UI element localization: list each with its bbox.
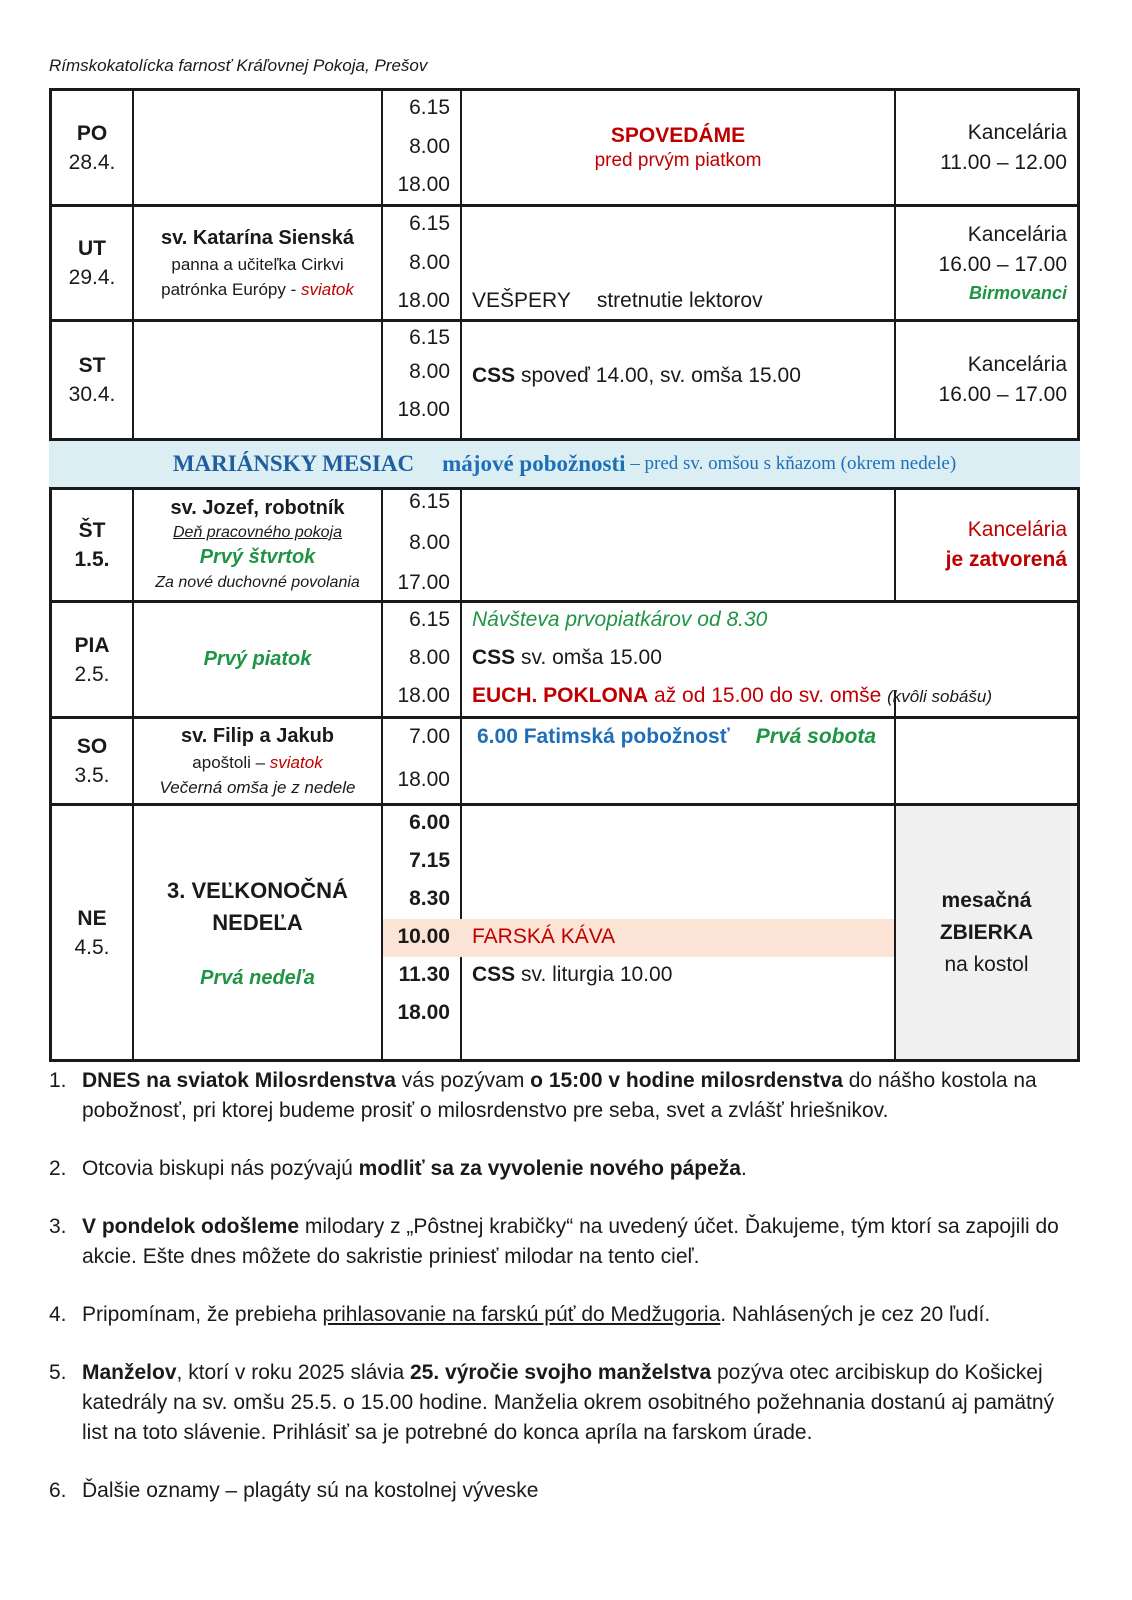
item-number: 1.: [49, 1069, 67, 1092]
feast-label: sviatok: [269, 752, 323, 772]
parish-header: Rímskokatolícka farnosť Kráľovnej Pokoja, Prešov: [49, 56, 428, 75]
css-details: sv. liturgia 10.00: [515, 963, 673, 986]
item-number: 3.: [49, 1215, 67, 1238]
mass-time: 18.00: [397, 398, 450, 421]
css-details: spoveď 14.00, sv. omša 15.00: [515, 364, 801, 387]
saint-cell: [134, 603, 381, 716]
mass-times: [383, 719, 460, 803]
day-name: ŠT: [78, 519, 106, 542]
item-text: Pripomínam, že prebieha: [82, 1303, 323, 1326]
office-cell: [896, 490, 1077, 600]
saint-name: sv. Katarína Sienská: [160, 227, 355, 249]
vocations-note: Za nové duchovné povolania: [155, 574, 360, 591]
announcement-item: [49, 1300, 1080, 1330]
saint-cell: [134, 490, 381, 600]
day-cell: [52, 91, 132, 204]
mass-time: 18.00: [397, 768, 450, 791]
css-label: CSS: [472, 963, 516, 986]
day-row-wednesday: [52, 322, 1077, 438]
mass-times: [383, 207, 460, 319]
day-cell: [52, 806, 132, 1059]
collection-monthly: mesačná: [941, 888, 1032, 912]
banner-title: MARIÁNSKY MESIAC: [172, 451, 415, 476]
confirmands-note: Birmovanci: [968, 283, 1067, 303]
item-text-bold: Manželov: [82, 1361, 177, 1384]
day-name: NE: [77, 906, 107, 930]
office-cell: [896, 207, 1077, 319]
day-row-tuesday: [52, 207, 1077, 319]
mass-times: [383, 322, 460, 438]
first-thursday: Prvý štvrtok: [199, 546, 316, 568]
day-row-friday: [52, 603, 1077, 716]
day-row-saturday: [52, 719, 1077, 803]
mass-time: 18.00: [397, 289, 450, 312]
item-text: pozýva otec arcibiskup do Košickej katedrály na sv. omšu 25.5. o 15.00 hodine. Manželia okrem osobitného požehnania dostanú aj pamätný list na toto slávenie. Prihlásiť sa je potrebné do konca apríla na farskom úrade.: [82, 1361, 1055, 1444]
day-name: UT: [78, 237, 106, 260]
mass-times: [383, 806, 460, 1059]
mass-time: 6.15: [409, 490, 450, 513]
office-label: Kancelária: [967, 353, 1067, 376]
collection-cell: [896, 806, 1077, 1059]
confession-title: SPOVEDÁME: [610, 123, 746, 147]
saint-title: panna a učiteľka Cirkvi: [171, 255, 344, 274]
item-number: 6.: [49, 1479, 67, 1502]
event-cell: [462, 806, 894, 1059]
css-mass: [472, 646, 662, 670]
mass-time: 8.00: [409, 531, 450, 554]
event-text: [472, 289, 763, 313]
mass-time: 8.00: [409, 646, 450, 669]
event-cell: [462, 91, 894, 204]
item-text: Ďalšie oznamy – plagáty sú na kostolnej vývеske: [82, 1479, 539, 1502]
event-cell: [462, 207, 894, 319]
css-label: CSS: [472, 364, 516, 387]
vespers: VEŠPERY: [472, 289, 571, 312]
office-label: Kancelária: [967, 223, 1067, 246]
day-row-thursday: [52, 490, 1077, 600]
day-date: 28.4.: [68, 150, 116, 174]
office-closed: je zatvorená: [945, 548, 1067, 571]
item-text-bold: DNES na sviatok Milosrdenstva: [82, 1069, 396, 1092]
saint-cell: [134, 719, 381, 803]
event-cell: [462, 719, 894, 803]
mass-time: 18.00: [397, 173, 450, 196]
event-cell: [462, 322, 894, 438]
item-number: 5.: [49, 1361, 67, 1384]
lector-meeting: stretnutie lektorov: [596, 289, 763, 312]
day-cell: [52, 603, 132, 716]
day-name: PIA: [74, 633, 110, 657]
item-text: do nášho kostola na pobožnosť, pri ktorej budeme prosiť o milosrdenstvo pre seba, svet a zvlášť hriešnikov.: [82, 1069, 1037, 1122]
item-text: milodary z „Pôstnej krabičky“ na uvedený účet. Ďakujeme, tým ktorí sa zapojili do akcie. Ešte dnes môžete do sakristie priniesť milodar na tento cieľ.: [82, 1215, 1059, 1268]
pilgrimage-link-text: prihlasovanie na farskú púť do Medžugoria: [322, 1303, 721, 1326]
mass-times: [383, 603, 460, 716]
event-text: [472, 364, 801, 388]
css-liturgy: [472, 963, 672, 987]
day-name: SO: [76, 735, 108, 758]
day-cell: [52, 207, 132, 319]
adoration: [472, 684, 992, 708]
mass-times: [383, 490, 460, 600]
first-friday: Prvý piatok: [203, 648, 312, 670]
schedule-table-week2: [49, 487, 1080, 1062]
adoration-label: EUCH. POKLONA: [472, 684, 649, 707]
item-text: Otcovia biskupi nás pozývajú: [82, 1157, 359, 1180]
item-text-bold: o 15:00 v hodine milosrdenstva: [530, 1069, 843, 1092]
mass-time: 6.15: [409, 96, 450, 119]
item-text-bold: modliť sa za vyvolenie nového pápeža: [358, 1157, 741, 1180]
announcements-list: [49, 1066, 1080, 1506]
mass-time: 18.00: [397, 684, 450, 707]
item-text-bold: V pondelok odošleme: [82, 1215, 300, 1238]
item-text: .: [741, 1157, 747, 1180]
day-cell: [52, 490, 132, 600]
holiday-note: Deň pracovného pokoja: [172, 524, 342, 541]
confession-note: pred prvým piatkom: [594, 149, 762, 171]
mass-time: 6.15: [409, 608, 450, 631]
office-hours: 16.00 – 17.00: [938, 383, 1067, 406]
day-date: 29.4.: [68, 266, 116, 289]
announcement-item: [49, 1358, 1080, 1448]
mass-time: 8.00: [409, 360, 450, 383]
day-date: 3.5.: [74, 764, 110, 787]
banner-note: – pred sv. omšou s kňazom (okrem nedele): [625, 453, 957, 474]
announcement-item: [49, 1154, 1080, 1184]
saint-name: sv. Jozef, robotník: [170, 497, 345, 519]
office-hours: 11.00 – 12.00: [940, 150, 1067, 174]
mass-time: 8.30: [409, 887, 450, 910]
day-date: 30.4.: [68, 383, 116, 406]
first-saturday: Prvá sobota: [755, 725, 877, 748]
banner-devotions: májové pobožnosti: [442, 451, 626, 476]
collection-label: ZBIERKA: [939, 920, 1034, 944]
day-date: 4.5.: [74, 935, 110, 959]
mass-time: 8.00: [409, 251, 450, 274]
announcement-item: [49, 1476, 1080, 1506]
mass-time: 8.00: [409, 135, 450, 158]
apostles-label: apoštoli –: [192, 752, 270, 772]
saint-name: sv. Filip a Jakub: [180, 724, 335, 747]
day-row-sunday: [52, 806, 1077, 1059]
item-number: 2.: [49, 1157, 67, 1180]
marian-month-banner: [49, 441, 1080, 487]
parish-coffee: FARSKÁ KÁVA: [472, 925, 616, 948]
evening-mass-note: Večerná omša je z nedele: [159, 777, 356, 797]
sunday-title: 3. VEĽKONOČNÁ: [167, 878, 348, 903]
day-cell: [52, 322, 132, 438]
day-cell: [52, 719, 132, 803]
office-label: Kancelária: [967, 120, 1067, 144]
announcement-item: [49, 1066, 1080, 1126]
mass-time: 6.15: [409, 326, 450, 349]
item-number: 4.: [49, 1303, 67, 1326]
item-text: vás pozývam: [395, 1069, 531, 1092]
css-details: sv. omša 15.00: [515, 646, 662, 669]
mass-time: 17.00: [397, 571, 450, 594]
announcement-item: [49, 1212, 1080, 1272]
day-date: 2.5.: [74, 662, 110, 686]
saint-cell: [134, 207, 381, 319]
item-text-bold: 25. výročie svojho manželstva: [409, 1361, 712, 1384]
adoration-details: až od 15.00 do sv. omše: [648, 684, 888, 707]
item-text: , ktorí v roku 2025 slávia: [176, 1361, 410, 1384]
feast-label: sviatok: [300, 280, 354, 299]
day-row-monday: [52, 91, 1077, 204]
css-label: CSS: [472, 646, 516, 669]
mass-time: 6.15: [409, 212, 450, 235]
office-cell: [896, 322, 1077, 438]
item-text: . Nahlásených je cez 20 ľudí.: [720, 1303, 991, 1326]
mass-time: 7.00: [409, 725, 450, 748]
saint-cell: [134, 806, 381, 1059]
office-label: Kancelária: [967, 518, 1067, 541]
event-cell: [462, 603, 1062, 716]
day-name: PO: [76, 121, 108, 145]
saint-patronage: patrónka Európy -: [161, 280, 301, 299]
schedule-table-week1: [49, 88, 1080, 441]
mass-time: 10.00: [397, 925, 450, 948]
fatima-devotion: 6.00 Fatimská pobožnosť: [477, 725, 730, 748]
mass-time: 11.30: [398, 963, 450, 986]
day-name: ST: [78, 354, 106, 377]
office-cell: [896, 91, 1077, 204]
wedding-note: (kvôli sobášu): [887, 687, 992, 706]
mass-times: [383, 91, 460, 204]
day-date: 1.5.: [74, 548, 110, 571]
first-sunday: Prvá nedeľa: [200, 967, 315, 989]
sick-visits: Návšteva prvopiatkárov od 8.30: [472, 608, 768, 631]
mass-time: 6.00: [409, 811, 450, 834]
sunday-title-2: NEDEĽA: [212, 910, 303, 935]
collection-target: na kostol: [944, 952, 1029, 976]
mass-time: 18.00: [397, 1001, 450, 1024]
mass-time: 7.15: [409, 849, 450, 872]
office-hours: 16.00 – 17.00: [938, 253, 1067, 276]
